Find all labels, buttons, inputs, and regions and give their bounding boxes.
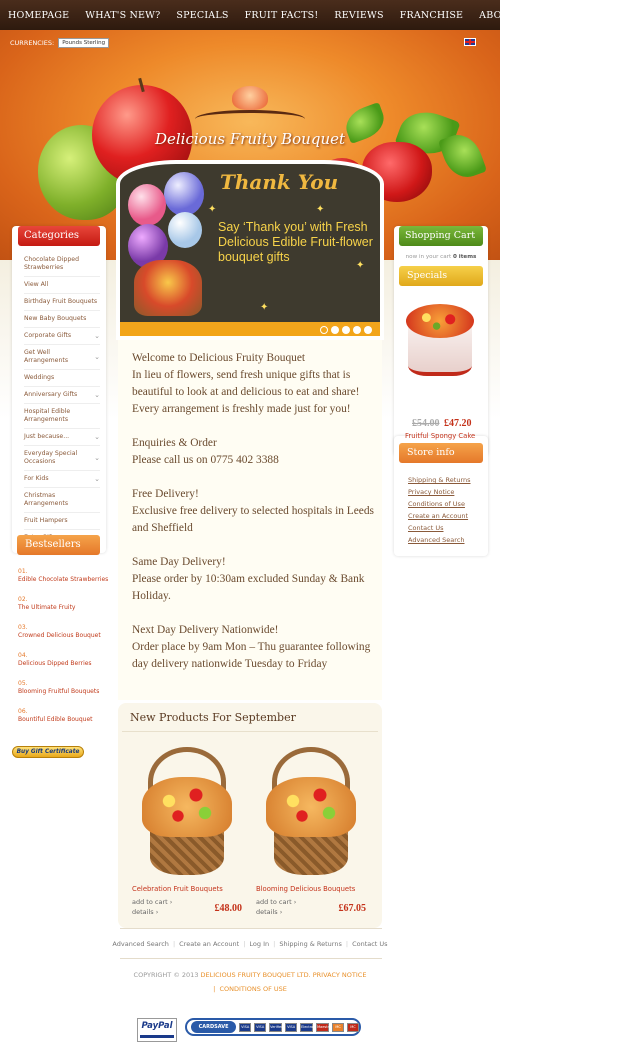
nav-reviews[interactable]: REVIEWS	[334, 9, 384, 21]
footer-separator: |	[243, 940, 246, 948]
copyright	[0, 968, 500, 996]
welcome-paragraph	[132, 350, 374, 418]
category-item[interactable]	[24, 328, 100, 345]
chevron-down-icon[interactable]: ⌄	[94, 391, 100, 399]
store-info-link[interactable]: Shipping & Returns	[408, 476, 471, 484]
nav-specials[interactable]: SPECIALS	[176, 9, 229, 21]
card-logo-icon: Verified	[269, 1023, 282, 1032]
new-products-heading: New Products For September	[130, 711, 296, 724]
category-label: Christmas Arrangements	[24, 492, 69, 507]
category-item[interactable]	[24, 471, 100, 488]
product-image[interactable]	[138, 747, 236, 879]
currency-selector	[10, 38, 109, 48]
categories-heading: Categories	[18, 226, 100, 246]
category-item[interactable]	[24, 387, 100, 404]
paragraph-heading: Free Delivery!	[132, 488, 199, 500]
welcome-paragraph	[132, 435, 374, 469]
slide-dot[interactable]	[353, 326, 361, 334]
bestseller-item[interactable]	[18, 652, 118, 668]
bestseller-link[interactable]: The Ultimate Fruity	[18, 604, 76, 611]
category-label: Get Well Arrangements	[24, 349, 69, 364]
category-item[interactable]	[24, 429, 100, 446]
store-info-link[interactable]: Conditions of Use	[408, 500, 465, 508]
specials-heading: Specials	[399, 266, 483, 286]
card-logo-icon: MC	[332, 1023, 344, 1032]
slide-dot[interactable]	[320, 326, 328, 334]
currency-select[interactable]: Pounds Sterling	[58, 38, 109, 48]
category-label: Hospital Edible Arrangements	[24, 408, 71, 423]
bestseller-item[interactable]	[18, 624, 118, 640]
slide-dot[interactable]	[331, 326, 339, 334]
category-item[interactable]	[24, 404, 100, 429]
bestseller-number: 02.	[18, 596, 28, 603]
uk-flag-icon[interactable]	[464, 38, 476, 46]
special-old-price: £54.00	[412, 418, 440, 429]
paragraph-body: Please call us on 0775 402 3388	[132, 454, 279, 466]
paragraph-body: Exclusive free delivery to selected hospitals in Leeds and Sheffield	[132, 505, 374, 534]
category-label: For Kids	[24, 475, 49, 482]
category-item[interactable]	[24, 370, 100, 387]
special-product-name[interactable]: Fruitful Spongy Cake	[405, 432, 476, 440]
card-logo-icon: MC	[347, 1023, 359, 1032]
paragraph-body: Please order by 10:30am excluded Sunday & Bank Holiday.	[132, 573, 365, 602]
categories-panel	[12, 226, 106, 553]
sparkle-icon: ✦	[208, 204, 217, 215]
cardsave-text: CARDSAVE	[191, 1021, 236, 1033]
category-item[interactable]	[24, 311, 100, 328]
category-label: New Baby Bouquets	[24, 315, 87, 322]
footer-links	[0, 940, 500, 948]
chevron-down-icon[interactable]: ⌄	[94, 475, 100, 483]
chevron-down-icon[interactable]: ⌄	[94, 433, 100, 441]
logo-swirl	[195, 110, 305, 128]
special-product-image[interactable]	[406, 304, 474, 390]
category-label: Everyday Special Occasions	[24, 450, 78, 465]
nav-fruit-facts[interactable]: FRUIT FACTS!	[244, 9, 319, 21]
nav-contact-us[interactable]: CONTACT US	[550, 9, 620, 21]
category-label: Weddings	[24, 374, 55, 381]
cart-count: 0 items	[452, 254, 477, 260]
category-item[interactable]	[24, 345, 100, 370]
store-info-link[interactable]: Create an Account	[408, 512, 469, 520]
sparkle-icon: ✦	[356, 260, 365, 271]
welcome-paragraph	[132, 554, 374, 605]
welcome-text	[118, 340, 382, 673]
slideshow-bar	[120, 322, 380, 336]
chevron-down-icon[interactable]: ⌄	[94, 332, 100, 340]
bestseller-link[interactable]: Delicious Dipped Berries	[18, 660, 92, 667]
cart-status-text: now in your cart	[405, 254, 452, 260]
bestsellers-heading: Bestsellers	[17, 535, 100, 555]
store-info-link[interactable]: Contact Us	[408, 524, 444, 532]
bestseller-number: 05.	[18, 680, 28, 687]
bestseller-number: 01.	[18, 568, 28, 575]
product-actions	[256, 897, 296, 917]
category-label: Just because...	[24, 433, 70, 440]
thank-you-banner[interactable]	[116, 160, 384, 340]
cardsave-logo	[185, 1018, 361, 1036]
welcome-content	[118, 340, 382, 700]
special-new-price: £47.20	[444, 418, 472, 429]
category-item[interactable]	[24, 294, 100, 311]
footer-separator: |	[172, 940, 176, 948]
product-name-link[interactable]: Celebration Fruit Bouquets	[132, 885, 223, 893]
slide-dot[interactable]	[342, 326, 350, 334]
company-link[interactable]: DELICIOUS FRUITY BOUQUET LTD.	[200, 971, 311, 979]
product-price: £48.00	[214, 903, 242, 914]
welcome-paragraph	[132, 486, 374, 537]
copyright-text: COPYRIGHT © 2013	[133, 971, 199, 979]
privacy-notice-link[interactable]: PRIVACY NOTICE	[312, 971, 367, 979]
divider	[122, 731, 378, 732]
fruit-bouquet-image	[134, 260, 202, 316]
bestseller-item[interactable]	[18, 708, 118, 724]
left-sidebar	[12, 222, 106, 553]
bestsellers-list	[18, 568, 118, 736]
categories-list	[12, 250, 106, 553]
bestseller-link[interactable]: Bountiful Edible Bouquet	[18, 716, 93, 723]
footer-link[interactable]: Shipping & Returns	[279, 940, 342, 948]
conditions-of-use-link[interactable]: CONDITIONS OF USE	[219, 985, 287, 993]
footer-link[interactable]: Advanced Search	[112, 940, 169, 948]
category-label: View All	[24, 281, 49, 288]
card-logo-icon: VISA	[254, 1023, 266, 1032]
sparkle-icon: ✦	[260, 302, 269, 313]
chevron-down-icon[interactable]: ⌄	[94, 454, 100, 462]
paragraph-heading: Welcome to Delicious Fruity Bouquet	[132, 352, 306, 364]
card-logo-icon: VISA	[285, 1023, 297, 1032]
bestseller-link[interactable]: Crowned Delicious Bouquet	[18, 632, 101, 639]
category-label: Chocolate Dipped Strawberries	[24, 256, 79, 271]
paypal-logo	[137, 1018, 177, 1042]
top-nav	[0, 0, 620, 30]
balloon-image	[164, 172, 204, 216]
paragraph-heading: Next Day Delivery Nationwide!	[132, 624, 279, 636]
product-name-link[interactable]: Blooming Delicious Bouquets	[256, 885, 356, 893]
paragraph-body: Order place by 9am Mon – Thu guarantee following day delivery nationwide Tuesday to Friday	[132, 641, 371, 670]
nav-whats-new[interactable]: WHAT'S NEW?	[85, 9, 161, 21]
category-label: Corporate Gifts	[24, 332, 72, 339]
bestseller-number: 06.	[18, 708, 28, 715]
nav-homepage[interactable]: HOMEPAGE	[8, 9, 70, 21]
buy-gift-certificate-button[interactable]: Buy Gift Certificate	[12, 746, 84, 758]
product-price: £67.05	[338, 903, 366, 914]
category-label: Birthday Fruit Bouquets	[24, 298, 98, 305]
sparkle-icon: ✦	[316, 204, 325, 215]
category-item[interactable]	[24, 513, 100, 530]
chevron-down-icon[interactable]: ⌄	[94, 353, 100, 361]
site-logo[interactable]: Delicious Fruity Bouquet	[154, 130, 346, 148]
slide-dot[interactable]	[364, 326, 372, 334]
bestseller-link[interactable]: Blooming Fruitful Bouquets	[18, 688, 100, 695]
paragraph-body: In lieu of flowers, send fresh unique gifts that is beautiful to look at and delicious to eat and share! Every arrangement is freshly made just for you!	[132, 369, 360, 415]
cart-specials-panel	[394, 226, 488, 456]
welcome-paragraph	[132, 622, 374, 673]
footer-separator: |	[213, 985, 216, 993]
balloon-image	[128, 184, 166, 226]
card-logo-icon: Maestro	[316, 1023, 329, 1032]
bestseller-item[interactable]	[18, 596, 118, 612]
nav-about-us[interactable]: ABOUT US	[479, 9, 535, 21]
details-link[interactable]: details ›	[256, 908, 283, 916]
card-logo-icon: VISA	[239, 1023, 251, 1032]
banner-title: Thank You	[220, 170, 339, 194]
bestseller-number: 04.	[18, 652, 28, 659]
product-actions	[132, 897, 172, 917]
cart-status	[394, 246, 488, 266]
bestseller-number: 03.	[18, 624, 28, 631]
store-info-link[interactable]: Advanced Search	[408, 536, 465, 544]
new-products-panel	[118, 703, 382, 928]
footer-link[interactable]: Log In	[249, 940, 270, 948]
category-item[interactable]	[24, 488, 100, 513]
footer-separator: |	[345, 940, 349, 948]
footer-separator: |	[273, 940, 276, 948]
store-info-heading: Store info	[399, 443, 483, 463]
right-sidebar	[394, 222, 488, 456]
divider	[120, 958, 382, 959]
store-info-links	[408, 474, 471, 546]
category-item[interactable]	[24, 277, 100, 294]
footer-link[interactable]: Contact Us	[352, 940, 388, 948]
shopping-cart-heading[interactable]: Shopping Cart	[399, 226, 483, 246]
category-item[interactable]	[24, 446, 100, 471]
logo-fruit-icon	[232, 86, 268, 110]
paragraph-heading: Same Day Delivery!	[132, 556, 226, 568]
banner-text: Say ‘Thank you’ with Fresh Delicious Edible Fruit-flower bouquet gifts	[218, 220, 373, 264]
bestseller-item[interactable]	[18, 680, 118, 696]
paypal-text: PayPal	[141, 1021, 173, 1031]
product-image[interactable]	[262, 747, 360, 879]
currency-label: CURRENCIES:	[10, 39, 55, 47]
card-logo-icon: Electron	[300, 1023, 313, 1032]
divider	[120, 928, 382, 929]
category-label: Fruit Hampers	[24, 517, 68, 524]
add-to-cart-link[interactable]: add to cart ›	[132, 898, 173, 906]
footer-link[interactable]: Create an Account	[179, 940, 240, 948]
bestseller-link[interactable]: Edible Chocolate Strawberries	[18, 576, 109, 583]
bestseller-item[interactable]	[18, 568, 118, 584]
balloon-image	[168, 212, 202, 248]
nav-franchise[interactable]: FRANCHISE	[399, 9, 464, 21]
category-label: Anniversary Gifts	[24, 391, 78, 398]
add-to-cart-link[interactable]: add to cart ›	[256, 898, 297, 906]
paragraph-heading: Enquiries & Order	[132, 437, 217, 449]
store-info-link[interactable]: Privacy Notice	[408, 488, 455, 496]
category-item[interactable]	[24, 252, 100, 277]
details-link[interactable]: details ›	[132, 908, 159, 916]
slide-dots	[320, 326, 372, 334]
